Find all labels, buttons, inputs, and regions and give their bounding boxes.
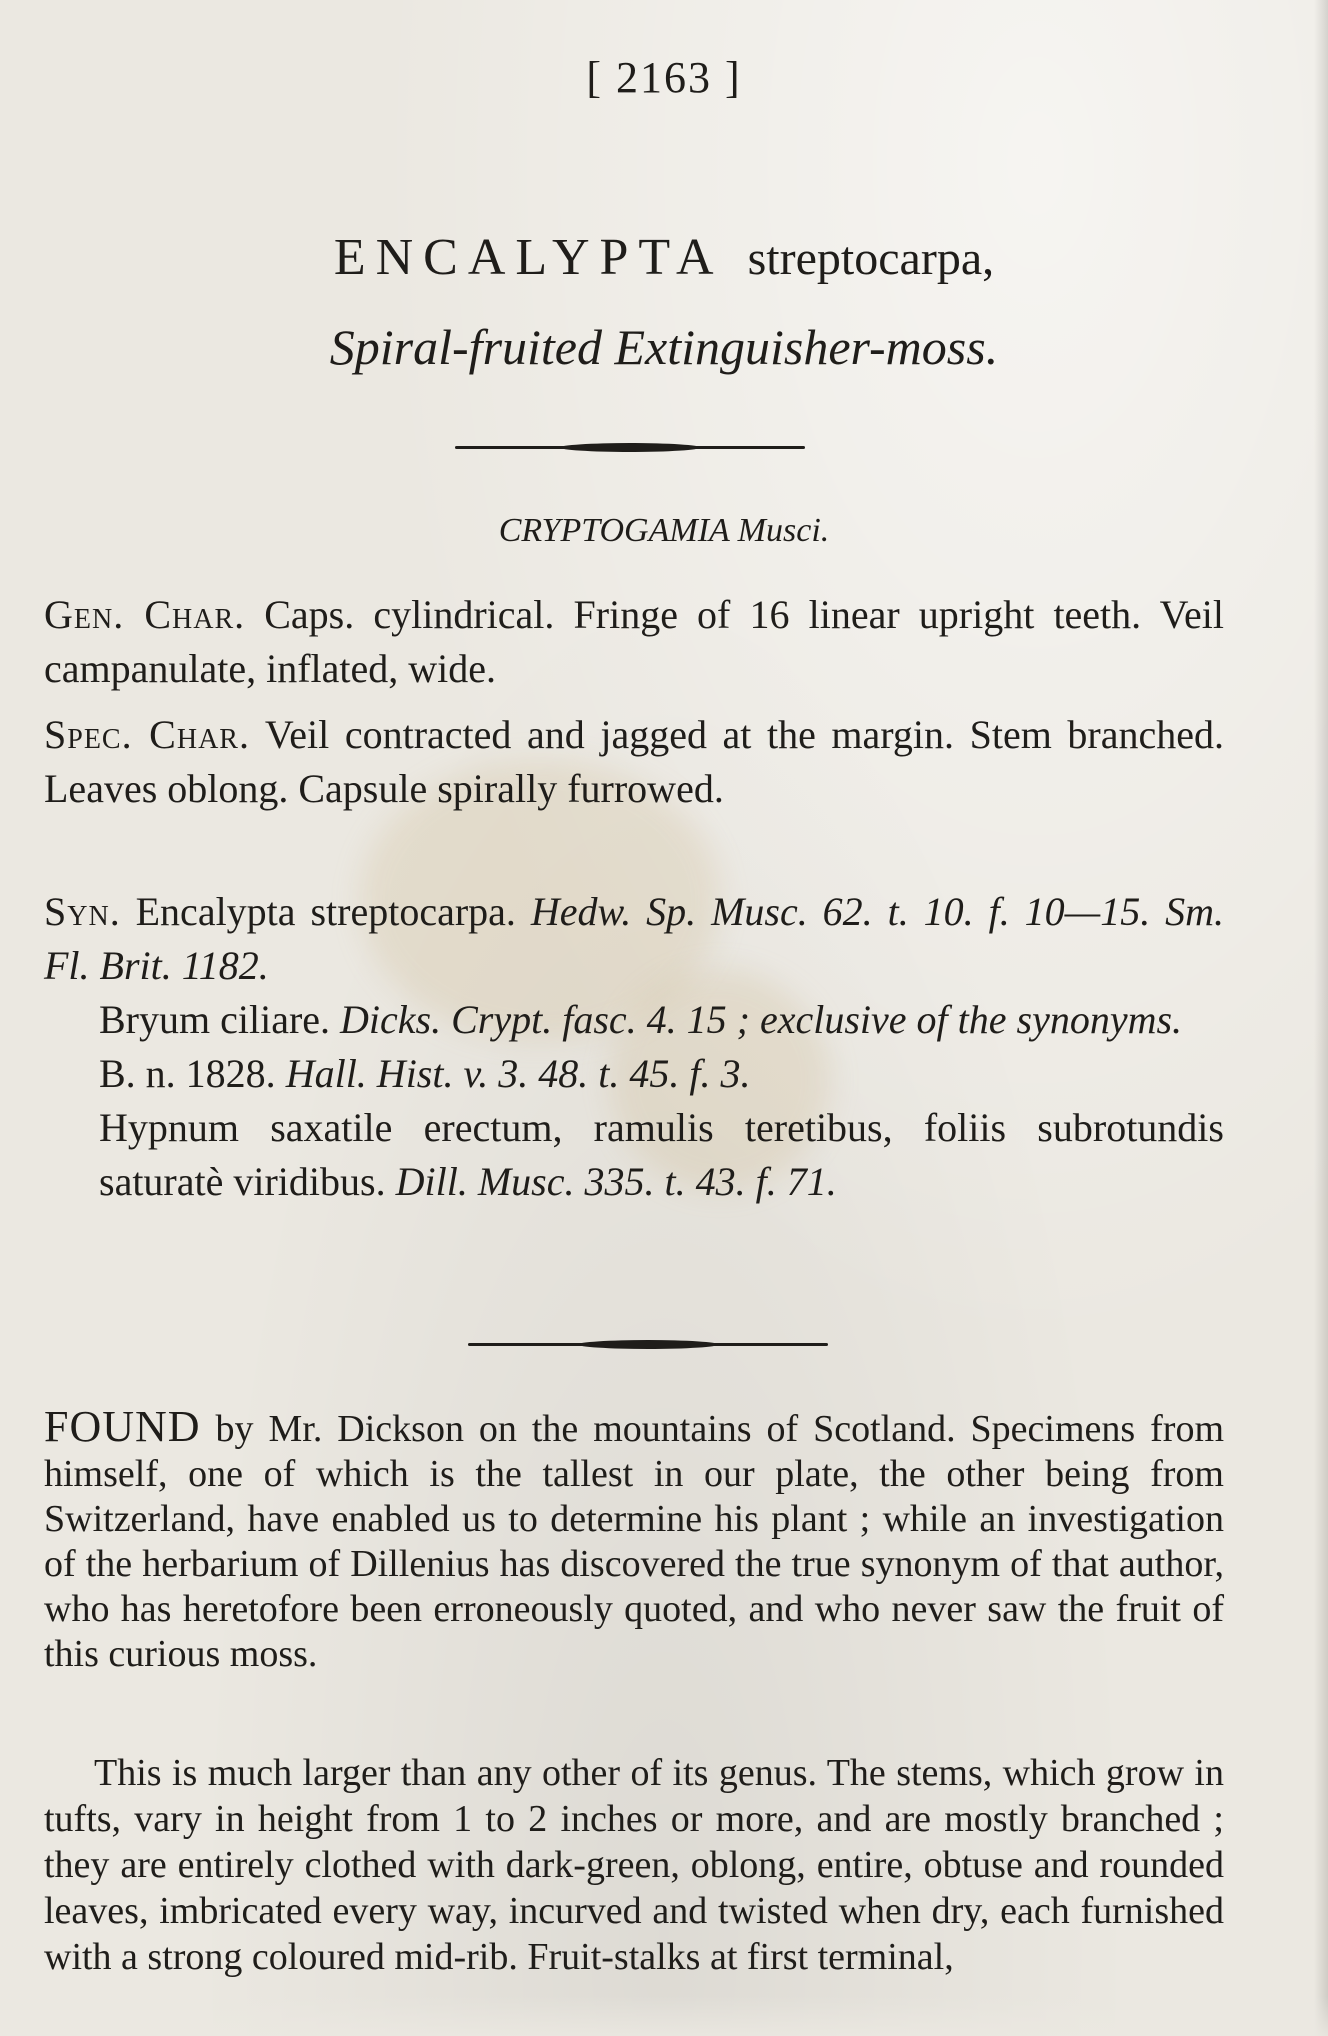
- classification: CRYPTOGAMIA Musci.: [498, 512, 830, 549]
- synonym-entry: [44, 885, 1224, 993]
- synonym-entry: [99, 993, 1224, 1047]
- synonym-name: Bryum ciliare.: [99, 997, 331, 1042]
- synonym-entry: [99, 1101, 1224, 1209]
- common-name: Spiral-fruited Extinguisher-moss.: [329, 319, 999, 375]
- genus-name: ENCALYPTA: [333, 229, 724, 286]
- ornamental-rule: [455, 446, 805, 449]
- intro-lead-word: FOUND: [44, 1402, 201, 1451]
- gen-char-label: Gen. Char.: [44, 592, 246, 637]
- synonym-entry: [99, 1047, 1224, 1101]
- page-bottom-fade: [0, 1996, 1328, 2036]
- synonyms-block: [44, 885, 1224, 1209]
- spec-char-label: Spec. Char.: [44, 712, 250, 757]
- species-title: [0, 228, 1328, 287]
- species-name: streptocarpa,: [747, 232, 995, 285]
- synonym-reference: Hedw. Sp. Musc. 62. t. 10. f. 10—15. Sm. Fl. Brit. 1182.: [44, 889, 1225, 988]
- ornamental-rule: [468, 1343, 828, 1346]
- synonym-reference: Dicks. Crypt. fasc. 4. 15 ; exclusive of the synonyms.: [340, 997, 1183, 1042]
- synonym-name: B. n. 1828.: [99, 1051, 276, 1096]
- spec-char-text: Veil contracted and jagged at the margin. Stem branched. Leaves oblong. Capsule spirally furrowed.: [44, 712, 1224, 811]
- intro-text: by Mr. Dickson on the mountains of Scotland. Specimens from himself, one of which is the tallest in our plate, the other being from Switzerland, have enabled us to determine his plant ; while an investigation of the herbarium of Dillenius has discovered the true synonym of that author, who has heretofore been erroneously quoted, and who never saw the fruit of this curious moss.: [44, 1408, 1224, 1675]
- generic-character: [44, 588, 1224, 696]
- intro-paragraph: [44, 1404, 1224, 1677]
- synonym-name: Hypnum saxatile erectum, ramulis teretibus, foliis subrotundis saturatè viridibus.: [99, 1105, 1224, 1204]
- synonym-reference: Dill. Musc. 335. t. 43. f. 71.: [395, 1159, 837, 1204]
- gen-char-text: Caps. cylindrical. Fringe of 16 linear upright teeth. Veil campanulate, inflated, wide.: [44, 592, 1224, 691]
- page-edge-shadow: [1314, 0, 1328, 2036]
- syn-label: Syn.: [44, 889, 121, 934]
- synonym-reference: Hall. Hist. v. 3. 48. t. 45. f. 3.: [285, 1051, 751, 1096]
- page-number: [ 2163 ]: [586, 53, 742, 102]
- specific-character: [44, 708, 1224, 816]
- synonym-name: Encalypta streptocarpa.: [135, 889, 516, 934]
- description-paragraph: This is much larger than any other of its genus. The stems, which grow in tufts, vary in height from 1 to 2 inches or more, and are mostly branched ; they are entirely clothed with dark-green, oblong, entire, obtuse and rounded leaves, imbricated every way, incurved and twisted when dry, each furnished with a strong coloured mid-rib. Fruit-stalks at first terminal,: [44, 1752, 1224, 1978]
